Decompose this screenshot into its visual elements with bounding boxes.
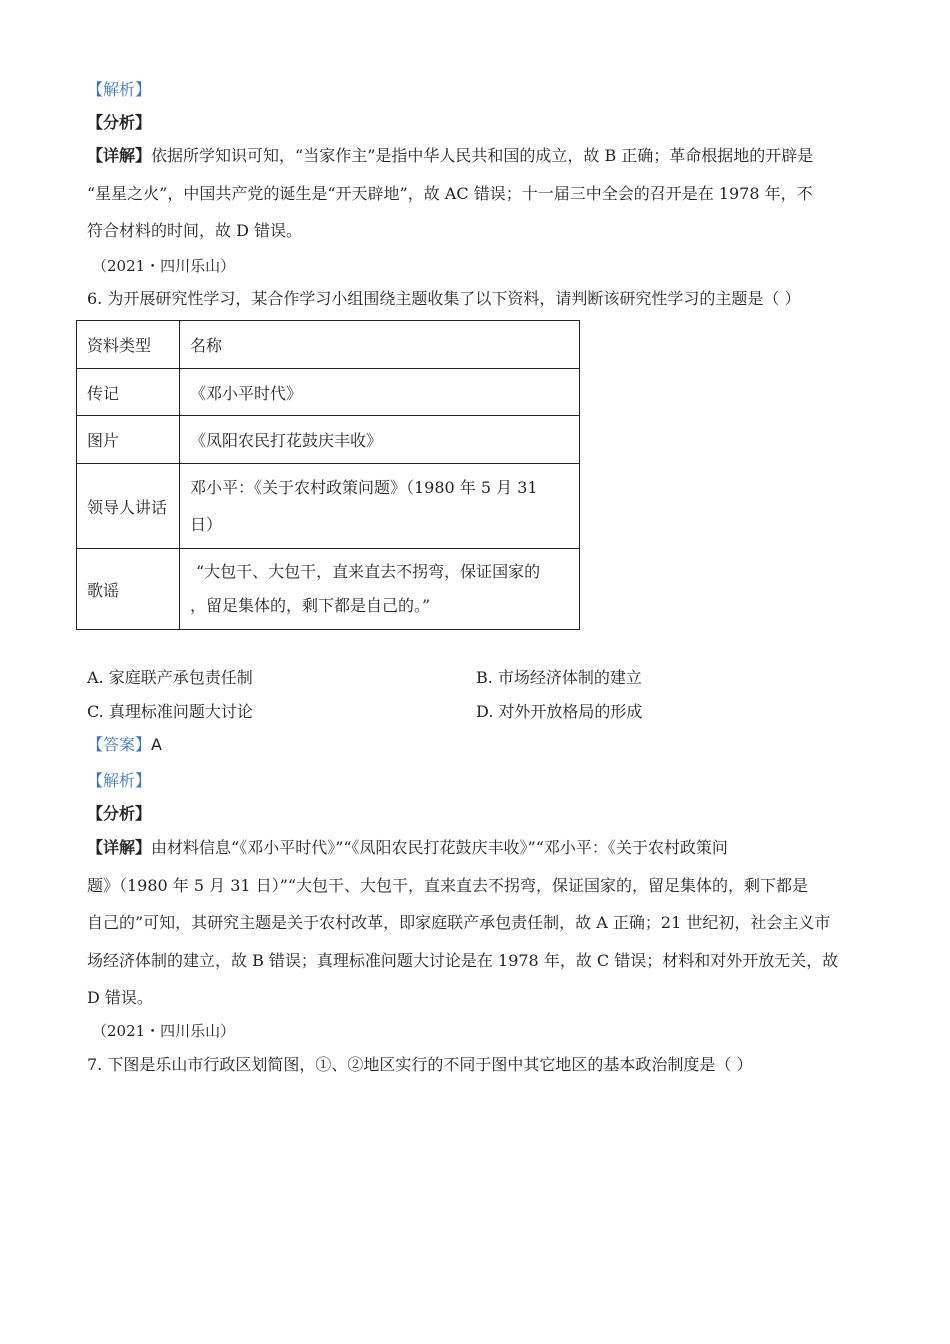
xiangjie-line: D 错误。 (87, 988, 153, 1007)
table-row (77, 549, 580, 630)
table-cell-line: ，留足集体的，剩下都是自己的。” (190, 596, 431, 615)
table-cell-name: 《凤阳农民打花鼓庆丰收》 (180, 416, 580, 464)
table-cell-name (180, 464, 580, 549)
source-label-2: （2021・四川乐山） (92, 1022, 236, 1040)
table-cell-type: 图片 (77, 416, 180, 464)
table-cell-line: 邓小平：《关于农村政策问题》（1980 年 5 月 31 (190, 478, 538, 497)
question-6-stem: 6. 为开展研究性学习，某合作学习小组围绕主题收集了以下资料，请判断该研究性学习的主题是（ ） (87, 289, 801, 308)
table-row (77, 416, 580, 464)
xiangjie-paragraph-1 (87, 137, 863, 250)
source-label-1: （2021・四川乐山） (92, 257, 236, 275)
question-7-stem: 7. 下图是乐山市行政区划简图，①、②地区实行的不同于图中其它地区的基本政治制度是（ ） (87, 1055, 753, 1074)
jiexi-heading-1: 【解析】 (87, 80, 152, 99)
option-a: A. 家庭联产承包责任制 (87, 668, 253, 687)
xiangjie-line: 题》（1980 年 5 月 31 日）”“大包干、大包干，直来直去不拐弯，保证国家的，留足集体的，剩下都是 (87, 875, 809, 895)
fenxi-heading-1: 【分析】 (87, 113, 152, 132)
xiangjie-paragraph-2 (87, 829, 863, 1017)
xiangjie-line: 由材料信息“《邓小平时代》”“《凤阳农民打花鼓庆丰收》”“邓小平：《关于农村政策问 (151, 838, 728, 857)
jiexi-heading-2: 【解析】 (87, 771, 152, 790)
material-table (76, 320, 580, 630)
xiangjie-line: 场经济体制的建立，故 B 错误；真理标准问题大讨论是在 1978 年，故 C 错误；材料和对外开放无关，故 (87, 950, 839, 970)
table-header-cell: 名称 (180, 321, 580, 369)
option-d: D. 对外开放格局的形成 (476, 702, 643, 721)
table-row (77, 369, 580, 416)
table-cell-name: 《邓小平时代》 (180, 369, 580, 416)
answer-value: A (151, 735, 162, 754)
option-b: B. 市场经济体制的建立 (476, 668, 642, 687)
xiangjie-line: 依据所学知识可知，“当家作主”是指中华人民共和国的成立，故 B 正确；革命根据地的开辟是 (151, 146, 814, 165)
option-c: C. 真理标准问题大讨论 (87, 702, 253, 721)
table-row (77, 464, 580, 549)
xiangjie-line: “星星之火”，中国共产党的诞生是“开天辟地”，故 AC 错误；十一届三中全会的召开是在 1978 年，不 (87, 183, 813, 203)
table-cell-type: 歌谣 (77, 549, 180, 630)
xiangjie-label-2: 【详解】 (87, 838, 152, 857)
xiangjie-line: 符合材料的时间，故 D 错误。 (87, 221, 303, 240)
table-cell-type: 领导人讲话 (77, 464, 180, 549)
xiangjie-label-1: 【详解】 (87, 146, 152, 165)
table-cell-line: 日） (190, 515, 223, 534)
table-header-row (77, 321, 580, 369)
table-cell-type: 传记 (77, 369, 180, 416)
table-header-cell: 资料类型 (77, 321, 180, 369)
table-cell-line: “大包干、大包干，直来直去不拐弯，保证国家的 (196, 562, 541, 581)
xiangjie-line: 自己的”可知，其研究主题是关于农村改革，即家庭联产承包责任制，故 A 正确；21 世纪初，社会主义市 (87, 913, 831, 932)
table-cell-name (180, 549, 580, 630)
fenxi-heading-2: 【分析】 (87, 804, 152, 823)
answer-line (87, 735, 162, 755)
answer-label: 【答案】 (87, 735, 152, 754)
